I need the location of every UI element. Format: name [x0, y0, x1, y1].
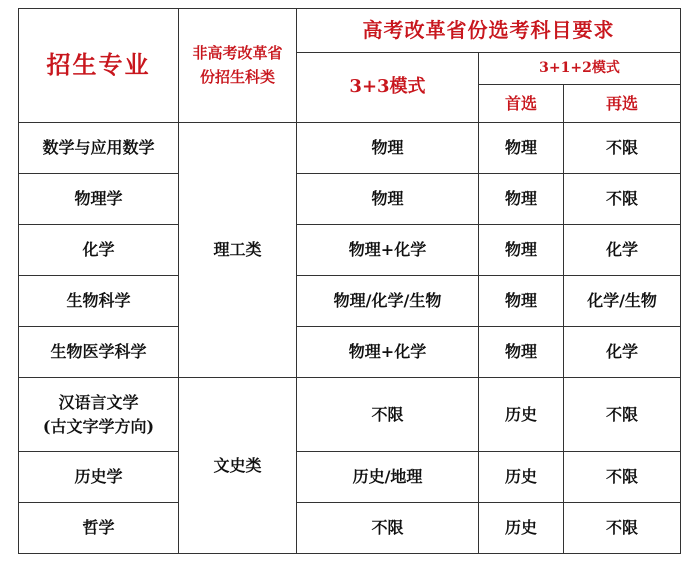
header-nonreform-line2: 份招生科类	[199, 67, 275, 86]
first-choice-cell: 历史	[479, 503, 564, 554]
table-row	[19, 123, 681, 174]
header-nonreform-line1: 非高考改革省	[192, 44, 283, 63]
header-mode-33: 3+3模式	[297, 53, 479, 123]
major-cell: 化学	[19, 225, 179, 276]
second-choice-cell: 化学	[564, 327, 681, 378]
table-row	[19, 327, 681, 378]
major-cell	[19, 378, 179, 452]
first-choice-cell: 物理	[479, 123, 564, 174]
group-science: 理工类	[179, 123, 297, 378]
header-reform-title: 高考改革省份选考科目要求	[297, 9, 681, 53]
first-choice-cell: 物理	[479, 225, 564, 276]
header-second-choice: 再选	[564, 85, 681, 123]
first-choice-cell: 物理	[479, 327, 564, 378]
table-row	[19, 174, 681, 225]
table-row	[19, 225, 681, 276]
major-cell: 生物科学	[19, 276, 179, 327]
header-major: 招生专业	[19, 9, 179, 123]
table-row	[19, 276, 681, 327]
mode33-cell: 历史/地理	[297, 452, 479, 503]
subject-requirements-table	[18, 8, 681, 554]
mode33-cell: 物理+化学	[297, 327, 479, 378]
major-cell: 哲学	[19, 503, 179, 554]
table-row	[19, 452, 681, 503]
table-row	[19, 503, 681, 554]
major-line1: 汉语言文学	[58, 392, 139, 412]
second-choice-cell: 不限	[564, 123, 681, 174]
mode33-cell: 物理+化学	[297, 225, 479, 276]
table-row	[19, 378, 681, 452]
mode33-cell: 不限	[297, 378, 479, 452]
header-nonreform	[179, 9, 297, 123]
second-choice-cell: 化学	[564, 225, 681, 276]
mode33-cell: 不限	[297, 503, 479, 554]
major-cell: 历史学	[19, 452, 179, 503]
header-mode-312: 3+1+2模式	[479, 53, 681, 85]
major-cell: 物理学	[19, 174, 179, 225]
major-cell: 数学与应用数学	[19, 123, 179, 174]
mode33-cell: 物理	[297, 123, 479, 174]
first-choice-cell: 历史	[479, 452, 564, 503]
group-humanities: 文史类	[179, 378, 297, 554]
major-cell: 生物医学科学	[19, 327, 179, 378]
first-choice-cell: 物理	[479, 174, 564, 225]
second-choice-cell: 不限	[564, 452, 681, 503]
header-first-choice: 首选	[479, 85, 564, 123]
mode33-cell: 物理	[297, 174, 479, 225]
second-choice-cell: 不限	[564, 503, 681, 554]
first-choice-cell: 历史	[479, 378, 564, 452]
first-choice-cell: 物理	[479, 276, 564, 327]
major-line2: (古文字学方向)	[42, 416, 155, 436]
second-choice-cell: 不限	[564, 174, 681, 225]
second-choice-cell: 不限	[564, 378, 681, 452]
second-choice-cell: 化学/生物	[564, 276, 681, 327]
mode33-cell: 物理/化学/生物	[297, 276, 479, 327]
